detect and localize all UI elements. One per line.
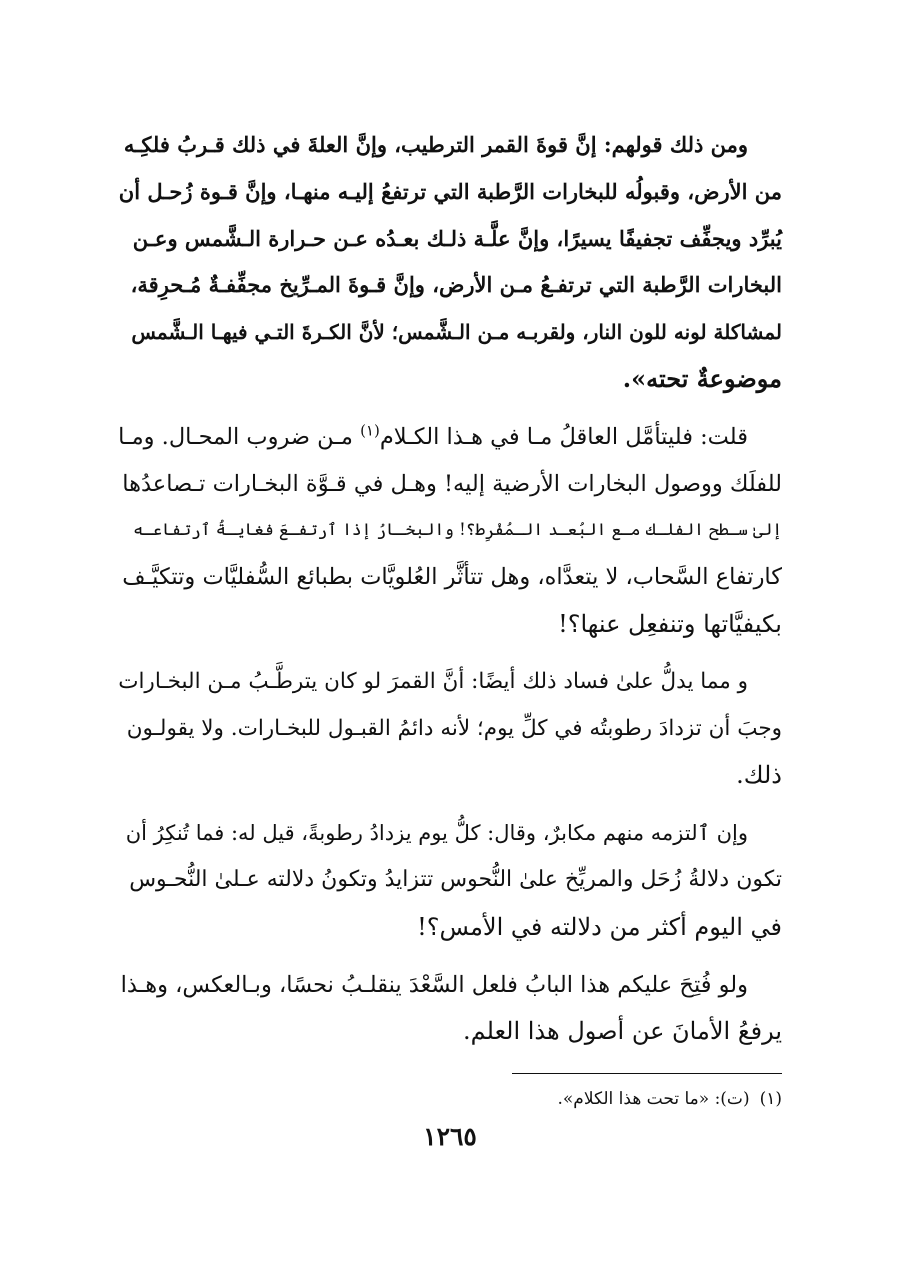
text-line: البخارات الرَّطبة التي ترتفـعُ مـن الأرض، وإنَّ قـوةَ المـرِّيخ مجفِّفـةٌ مُـحرِقة،: [130, 272, 782, 298]
paragraph-conclusion: [118, 962, 782, 1056]
text-line: يُبرِّد ويجفِّف تجفيفًا يسيرًا، وإنَّ علَّـة ذلـك بعـدُه عـن حـرارة الـشَّمس وعـن: [132, 225, 782, 251]
footnote-reference[interactable]: (١): [360, 421, 380, 440]
text-line: في اليوم أكثر من دلالته في الأمس؟!: [417, 912, 782, 941]
footnote-text: (ت): «ما تحت هذا الكلام».: [557, 1089, 750, 1109]
text-line: يرفعُ الأمانَ عن أصول هذا العلم.: [463, 1017, 782, 1046]
text-line: و مما يدلُّ علىٰ فساد ذلك أيضًا: أنَّ القمرَ لو كان يترطَّـبُ مـن البخـارات: [118, 668, 748, 694]
page-body: [118, 122, 782, 1055]
footnote-divider: [512, 1073, 782, 1074]
text-line: إلىٰ سـطح الفلـك مـع البُعـد الـمُفْرِط؟! والبخـارُ إذا ٱرتفـعَ فغايـةُ ٱرتفاعـه: [133, 520, 782, 540]
text-line: ومن ذلك قولهم: إنَّ قوةَ القمر الترطيب، وإنَّ العلةَ في ذلك قـربُ فلكِـه: [123, 132, 748, 157]
text-line: موضوعةٌ تحته».: [622, 363, 782, 393]
text-line: لمشاكلة لونه للون النار، ولقربـه مـن الـشَّمس؛ لأنَّ الكـرةَ التـي فيهـا الـشَّمس: [131, 320, 782, 345]
paragraph-quote: [118, 122, 782, 403]
text-line: تكون دلالةُ زُحَل والمريِّخ علىٰ النُّحوس تتزايدُ وتكونُ دلالته عـلىٰ النُّحـوس: [129, 866, 782, 892]
text-line: وجبَ أن تزدادَ رطوبتُه في كلِّ يوم؛ لأنه دائمُ القبـول للبخـارات. ولا يقولـون: [126, 715, 782, 741]
text-segment: مـن ضروب المحـال. ومـا: [118, 423, 361, 450]
text-line: بكيفيَّاتها وتنفعِل عنها؟!: [558, 609, 782, 638]
footnote: [362, 1084, 782, 1114]
paragraph-commentary: [118, 414, 782, 648]
text-line: من الأرض، وقبولُه للبخارات الرَّطبة التي ترتفعُ إليـه منهـا، وإنَّ قـوة زُحـل أن: [118, 178, 782, 204]
text-line: وإن ٱلتزمه منهم مكابرٌ، وقال: كلُّ يوم يزدادُ رطوبةً، قيل له: فما تُنكِرُ أن: [125, 821, 748, 846]
text-line: [118, 414, 782, 461]
footnote-number: (١): [759, 1089, 782, 1109]
text-segment: قلت: فليتأمَّل العاقلُ مـا في هـذا الكـلام: [379, 423, 748, 450]
text-line: ولو فُتِحَ عليكم هذا البابُ فلعل السَّعْدَ ينقلـبُ نحسًا، وبـالعكس، وهـذا: [120, 971, 748, 998]
text-line: للفلَك ووصول البخارات الأرضية إليه! وهـل في قـوَّة البخـارات تـصاعدُها: [122, 470, 782, 497]
paragraph-objection: [118, 810, 782, 950]
paragraph-argument: [118, 659, 782, 799]
text-line: كارتفاع السَّحاب، لا يتعدَّاه، وهل تتأثَّر العُلويَّات بطبائع السُّفليَّات وتتكيَّـف: [122, 564, 782, 591]
text-line: ذلك.: [736, 761, 782, 790]
page-number: ١٢٦٥: [423, 1122, 477, 1151]
